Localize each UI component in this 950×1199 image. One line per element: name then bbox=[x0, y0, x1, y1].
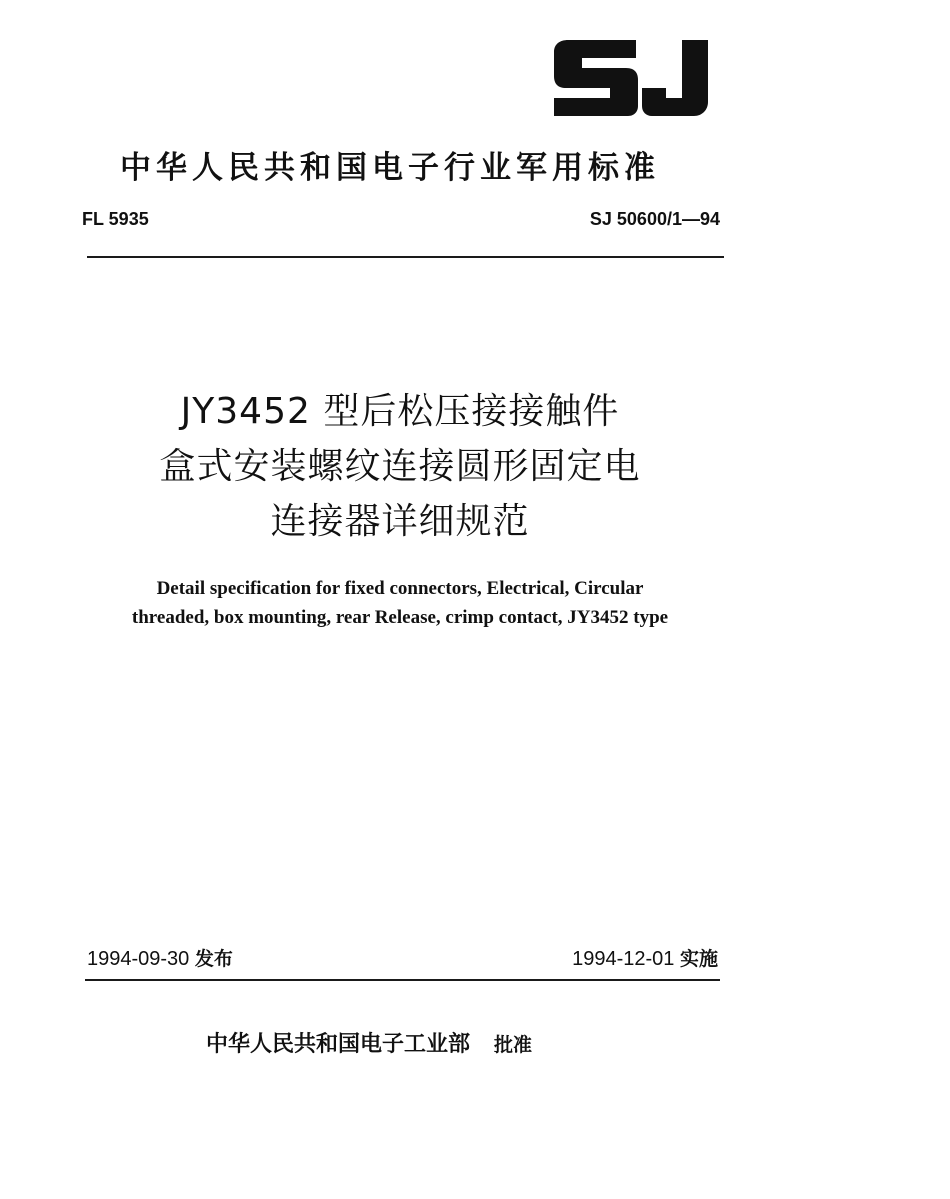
standard-number: SJ 50600/1—94 bbox=[589, 209, 720, 229]
issue-date: 1994-09-30 bbox=[87, 948, 190, 970]
chinese-title-line-3: 连接器详细规范 bbox=[270, 501, 530, 542]
chinese-title-line-2: 盒式安装螺纹连接圆形固定电 bbox=[159, 446, 641, 487]
issue-label: 发布 bbox=[194, 948, 233, 970]
chinese-title-line-1: JY3452 型后松压接接触件 bbox=[180, 391, 620, 432]
issue-date-row bbox=[87, 944, 233, 971]
approver-name: 中华人民共和国电子工业部 bbox=[206, 1032, 471, 1057]
sj-logo bbox=[548, 38, 713, 116]
approval-label: 批准 bbox=[494, 1034, 533, 1056]
classification-code: FL 5935 bbox=[82, 209, 149, 229]
implement-label: 实施 bbox=[679, 948, 718, 970]
implement-date: 1994-12-01 bbox=[572, 948, 675, 970]
footer-divider bbox=[85, 979, 720, 981]
english-title-line-1: Detail specification for fixed connectors, Electrical, Circular bbox=[156, 578, 644, 599]
standard-type-heading: 中华人民共和国电子行业军用标准 bbox=[120, 150, 660, 186]
header-divider bbox=[87, 256, 724, 258]
sj-logo-graphic bbox=[548, 38, 713, 116]
english-title-line-2: threaded, box mounting, rear Release, crimp contact, JY3452 type bbox=[131, 607, 669, 628]
implement-date-row bbox=[500, 944, 718, 971]
approval-line bbox=[206, 1027, 532, 1058]
